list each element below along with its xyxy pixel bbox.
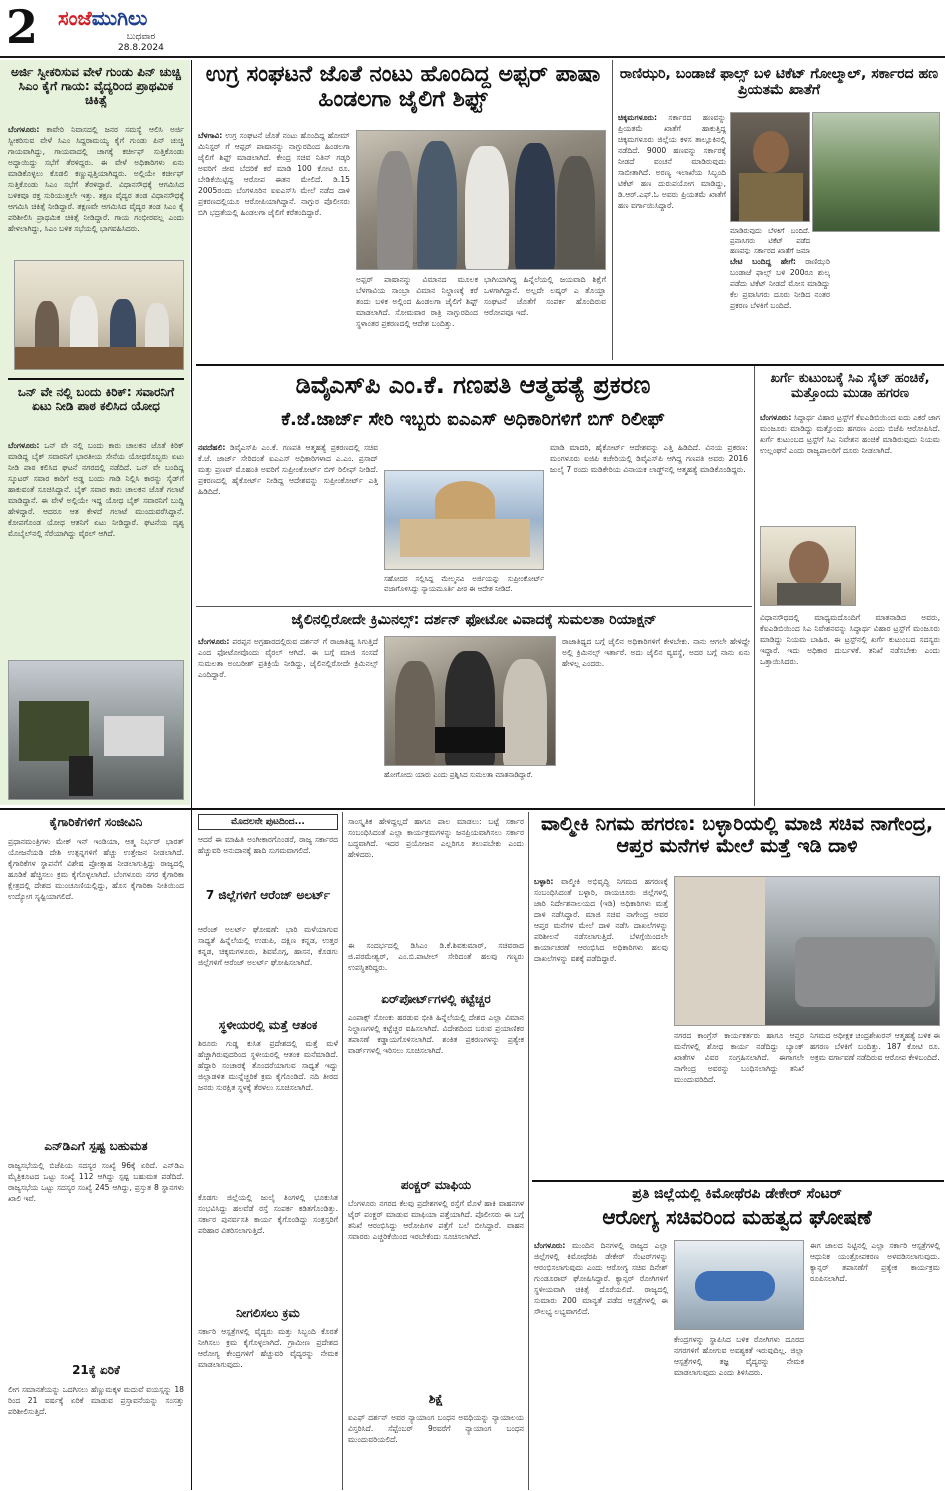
dateline <box>118 32 164 54</box>
raid-house-photo <box>674 876 940 1026</box>
face-shape <box>753 131 789 173</box>
valmiki-body <box>534 876 668 1176</box>
chemo-treatment-photo <box>674 1240 804 1330</box>
puncture-mafia-headline: ಪಂಕ್ಚರ್ ಮಾಫಿಯ <box>400 1178 472 1192</box>
column-divider <box>528 812 529 1490</box>
chemo-lead: ಬೆಂಗಳೂರು: <box>534 1241 566 1250</box>
soldier-headline: ಒನ್ ವೇ ನಲ್ಲಿ ಬಂದು ಕಿರಿಕ್: ಸವಾರನಿಗೆ ಏಟು ನೀಡಿ ಪಾಠ ಕಲಿಸಿದ ಯೋಧ <box>17 385 175 413</box>
section-divider <box>196 606 752 607</box>
darshan-caption: ಹೋಗೋದು ಯಾರು ಎಂದು ಪ್ರಶ್ನಿಸಿದ ಸುಮಲತಾ ಮಾತನಾಡಿದ್ದಾರೆ. <box>384 771 533 779</box>
shortage-headline: ನೀಗಲಿಸಲು ಕ್ರಮ <box>236 1306 300 1320</box>
afsar-col2: ಅಫ್ಸರ್ ಪಾಷಾನನ್ನು ವಿಮಾನದ ಮೂಲಕ ಬೆಳಗಾವಿಯ ಸಾಂಬ್ರಾ ವಿಮಾನ ನಿಲ್ದಾಣಕ್ಕೆ ಕರೆ ತಂದು ಬಳಿಕ ಅಲ್ಲಿಂದ ಹಿಂಡಲಗಾ ಜೈಲಿಗೆ ಶಿಫ್ಟ್ ಮಾಡಲಾಗಿದೆ. ಸೋಮವಾರ ರಾತ್ರಿ ನಾಗ್ಪುರದಿಂದ ಸ್ಥಳಾಂತರ ಪ್ರಕರಣದಲ್ಲಿ ಆದೇಶ ಬಂದಿತ್ತು. <box>356 275 478 328</box>
continued-body: ಆದರೆ ಈ ಮಾಹಿತಿ ಅಂಗೀಕಾರಗೊಂಡರೆ, ರಾಜ್ಯ ಸರ್ಕಾರದ ಹೆಚ್ಚುವರಿ ಅನುದಾನಕ್ಕೆ ಹಾದಿ ಸುಗಮವಾಗಲಿದೆ. <box>198 835 338 855</box>
day-label: ಬುಧವಾರ <box>126 32 156 42</box>
paper-name-part2: ಮುಗಿಲು <box>91 6 148 30</box>
orange-alert-headline: 7 ಜಿಲ್ಲೆಗಳಿಗೆ ಆರೆಂಜ್ ಅಲರ್ಟ್ <box>205 888 331 902</box>
chemo-body2: ಕೇಂದ್ರಗಳನ್ನು ಸ್ಥಾಪಿಸಿದ ಬಳಿಕ ರೋಗಿಗಳು ದೂರದ ನಗರಗಳಿಗೆ ಹೋಗುವ ಅವಶ್ಯಕತೆ ಇರುವುದಿಲ್ಲ. ಜಿಲ್ಲಾ ಆಸ್ಪತ್ರೆಗಳಲ್ಲಿ ತಜ್ಞ ವೈದ್ಯರನ್ನು ನೇಮಕ ಮಾಡಲಾಗುವುದು ಎಂದು ತಿಳಿಸಿದರು. <box>674 1335 804 1377</box>
soldier-text: ಒನ್ ವೇ ನಲ್ಲಿ ಬಂದು ಕಾರು ಚಾಲಕನ ಜೊತೆ ಕಿರಿಕ್ ಮಾಡಿದ್ದ ಬೈಕ್ ಸವಾರನಿಗೆ ಭಾರತೀಯ ಸೇನೆಯ ಯೋಧರೊಬ್ಬರು ಏಟು ನೀಡಿ ಪಾಠ ಕಲಿಸಿದ ಘಟನೆ ನಗರದಲ್ಲಿ ನಡೆದಿದೆ. ಒನ್ ವೇ ಬಂದಿದ್ದ ಸ್ಕೂಟರ್ ಸವಾರ ಕಾರಿಗೆ ಅಡ್ಡ ಬಂದು ಗಾಡಿ ನಿಲ್ಲಿಸಿ ಕಾರನ್ನು ಸೈಡ್‌ಗೆ ಹಾಕುವಂತೆ ಸೂಚಿಸಿದ್ದಾನೆ. ಬೈಕ್ ಸವಾರ ಕಾರು ಚಾಲಕನ ಜೊತೆ ಗಲಾಟೆ ಮಾಡಿದ್ದಾನೆ. ಈ ವೇಳೆ ಅಲ್ಲಿಯೇ ಇದ್ದ ಯೋಧ ಬೈಕ್ ಸವಾರನಿಗೆ ಬುದ್ದಿ ಹೇಳಿದ್ದಾರೆ. ಆದರೂ ಆತ ಕೇಳದೆ ಗಲಾಟೆ ಮುಂದುವರೆಸಿದ್ದಾನೆ. ಕೋಪಗೊಂಡ ಯೋಧ ಆತನಿಗೆ ಏಟು ನೀಡಿದ್ದಾರೆ. ಘಟನೆಯ ದೃಶ್ಯ ಮೊಬೈಲ್‌ನಲ್ಲಿ ಸೆರೆಯಾಗಿದ್ದು ವೈರಲ್ ಆಗಿದೆ. <box>8 441 184 538</box>
dignitaries-body: ಈ ಸಂದರ್ಭದಲ್ಲಿ ಡಿಸಿಎಂ ಡಿ.ಕೆ.ಶಿವಕುಮಾರ್, ಸಚಿವರಾದ ಜಿ.ಪರಮೇಶ್ವರ್, ಎಂ.ಬಿ.ಪಾಟೀಲ್ ಸೇರಿದಂತೆ ಹಲವು ಗಣ್ಯರು ಉಪಸ್ಥಿತರಿದ್ದರು. <box>348 941 524 972</box>
date-label: 28.8.2024 <box>118 43 164 53</box>
darshan-lead: ಬೆಂಗಳೂರು: <box>198 637 230 646</box>
locals-worry-headline: ಸ್ಥಳೀಯರಲ್ಲಿ ಮತ್ತೆ ಆತಂಕ <box>218 1018 318 1032</box>
ganapathi-text: ಡಿವೈಎಸ್‌ಪಿ ಎಂ.ಕೆ. ಗಣಪತಿ ಆತ್ಮಹತ್ಯೆ ಪ್ರಕರಣದಲ್ಲಿ ಸಚಿವ ಕೆ.ಜೆ. ಜಾರ್ಜ್ ಸೇರಿದಂತೆ ಐಎಎಸ್ ಅಧಿಕಾರಿಗಳಾದ ಎ.ಎಂ. ಪ್ರಸಾದ್ ಮತ್ತು ಪ್ರಣವ್ ಮೊಹಂತಿ ಅವರಿಗೆ ಸುಪ್ರೀಂಕೋರ್ಟ್ ಬಿಗ್ ರಿಲೀಫ್ ನೀಡಿದೆ. ಪ್ರಕರಣದಲ್ಲಿ ಹೈಕೋರ್ಟ್ ನೀಡಿದ್ದ ಆದೇಶವನ್ನು ಸುಪ್ರೀಂಕೋರ್ಟ್ ಎತ್ತಿ ಹಿಡಿದಿದೆ. <box>198 443 378 496</box>
dome-shape <box>435 481 495 521</box>
section-divider <box>196 364 944 366</box>
landslide-body: ಕೊಡಗು ಜಿಲ್ಲೆಯಲ್ಲಿ ಜುಲೈ ತಿಂಗಳಲ್ಲಿ ಭೂಕುಸಿತ ಸಂಭವಿಸಿದ್ದು ಹಲವೆಡೆ ರಸ್ತೆ ಸಂಪರ್ಕ ಕಡಿತಗೊಂಡಿತ್ತು. ಸರ್ಕಾರ ಪುನರ್ವಸತಿ ಕಾರ್ಯ ಕೈಗೊಂಡಿದ್ದು ಸಂತ್ರಸ್ತರಿಗೆ ಪರಿಹಾರ ವಿತರಿಸಲಾಗುತ್ತಿದೆ. <box>198 1193 338 1235</box>
waterfall-landscape-photo <box>812 112 940 232</box>
section-divider <box>8 378 184 380</box>
afsar-escort-photo <box>356 130 606 270</box>
ranijhari-sub-lead: ಬೇಟಿ ಬಂದಿದ್ದ ಹೇಗೆ: <box>730 257 796 266</box>
orange-alert-body: ಆರೆಂಜ್ ಅಲರ್ಟ್ ಘೋಷಣೆ: ಭಾರಿ ಮಳೆಯಾಗುವ ಸಾಧ್ಯತೆ ಹಿನ್ನೆಲೆಯಲ್ಲಿ ಉಡುಪಿ, ದಕ್ಷಿಣ ಕನ್ನಡ, ಉತ್ತರ ಕನ್ನಡ, ಚಿಕ್ಕಮಗಳೂರು, ಶಿವಮೊಗ್ಗ, ಹಾಸನ, ಕೊಡಗು ಜಿಲ್ಲೆಗಳಿಗೆ ಆರೆಂಜ್ ಅಲರ್ಟ್ ಘೋಷಿಸಲಾಗಿದೆ. <box>198 925 338 967</box>
house-wall <box>675 877 765 1026</box>
darshan-body <box>198 636 378 804</box>
kharge-headline: ಖರ್ಗೆ ಕುಟುಂಬಕ್ಕೆ ಸಿಎ ಸೈಟ್ ಹಂಚಿಕೆ, ಮತ್ತೊಂದು ಮುಡಾ ಹಗರಣ <box>770 371 930 401</box>
afsar-headline: ಉಗ್ರ ಸಂಘಟನೆ ಜೊತೆ ನಂಟು ಹೊಂದಿದ್ದ ಅಫ್ಸರ್ ಪಾಷಾ ಹಿಂಡಲಗಾ ಜೈಲಿಗೆ ಶಿಫ್ಟ್ <box>205 62 601 113</box>
shortage-body: ಸರ್ಕಾರಿ ಆಸ್ಪತ್ರೆಗಳಲ್ಲಿ ವೈದ್ಯರು ಮತ್ತು ಸಿಬ್ಬಂದಿ ಕೊರತೆ ನೀಗಿಸಲು ಕ್ರಮ ಕೈಗೊಳ್ಳಲಾಗಿದೆ. ಗ್ರಾಮೀಣ ಪ್ರದೇಶದ ಆರೋಗ್ಯ ಕೇಂದ್ರಗಳಿಗೆ ಹೆಚ್ಚುವರಿ ವೈದ್ಯರನ್ನು ನೇಮಕ ಮಾಡಲಾಗುವುದು. <box>198 1327 338 1369</box>
age-body: ಲೀಗ ಸಮಾನತೆಯನ್ನು ಒದಗಿಸಲು ಹೆಣ್ಣುಮಕ್ಕಳ ಮದುವೆ ವಯಸ್ಸನ್ನು 18 ರಿಂದ 21 ವರ್ಷಕ್ಕೆ ಏರಿಕೆ ಮಾಡುವ ಪ್ರಸ್ತಾವನೆಯನ್ನು ಸಂಸತ್ತು ಪರಿಶೀಲಿಸುತ್ತಿದೆ. <box>8 1385 184 1416</box>
supreme-court-photo <box>384 470 544 570</box>
airport-alert-body: ಎಂಪಾಕ್ಸ್ ಸೋಂಕು ಹರಡುವ ಭೀತಿ ಹಿನ್ನೆಲೆಯಲ್ಲಿ ದೇಶದ ಎಲ್ಲಾ ವಿಮಾನ ನಿಲ್ದಾಣಗಳಲ್ಲಿ ಕಟ್ಟೆಚ್ಚರ ವಹಿಸಲಾಗಿದೆ. ವಿದೇಶದಿಂದ ಬರುವ ಪ್ರಯಾಣಿಕರ ತಪಾಸಣೆ ಕಡ್ಡಾಯಗೊಳಿಸಲಾಗಿದೆ. ಶಂಕಿತ ಪ್ರಕರಣಗಳನ್ನು ಪ್ರತ್ಯೇಕ ವಾರ್ಡ್‌ಗಳಲ್ಲಿ ಇರಿಸಲು ಸೂಚಿಸಲಾಗಿದೆ. <box>348 1013 524 1055</box>
punishment-body: ಐಎಫ್ ದರ್ಶನ್ ಅವರ ನ್ಯಾಯಾಂಗ ಬಂಧನ ಅವಧಿಯನ್ನು ನ್ಯಾಯಾಲಯ ವಿಸ್ತರಿಸಿದೆ. ಸೆಪ್ಟೆಂಬರ್ 9ರವರೆಗೆ ನ್ಯಾಯಾಂಗ ಬಂಧನ ಮುಂದುವರಿಯಲಿದೆ. <box>348 1413 524 1444</box>
cm-injury-lead: ಬೆಂಗಳೂರು: <box>8 125 40 134</box>
kharge-body <box>760 412 940 522</box>
officer-portrait <box>730 112 810 222</box>
person-figure <box>503 659 547 766</box>
ranijhari-body <box>618 112 726 327</box>
person-figure <box>515 143 555 270</box>
ganapathi-subheadline: ಕೆ.ಜೆ.ಜಾರ್ಜ್ ಸೇರಿ ಇಬ್ಬರು ಐಎಎಸ್ ಅಧಿಕಾರಿಗಳಿಗೆ ಬಿಗ್ ರಿಲೀಫ್ <box>281 409 665 430</box>
soldier-body <box>8 440 184 650</box>
nda-body: ರಾಜ್ಯಸಭೆಯಲ್ಲಿ ಬಿಜೆಪಿಯ ಸದಸ್ಯರ ಸಂಖ್ಯೆ 96ಕ್ಕೆ ಏರಿದೆ. ಎನ್‌ಡಿಎ ಮೈತ್ರಿಕೂಟದ ಒಟ್ಟು ಸಂಖ್ಯೆ 112 ಆಗಿದ್ದು ಸ್ಪಷ್ಟ ಬಹುಮತ ಪಡೆದಿದೆ. ರಾಜ್ಯಸಭೆಯ ಒಟ್ಟು ಸದಸ್ಯರ ಸಂಖ್ಯೆ 245 ಆಗಿದ್ದು, ಪ್ರಸ್ತುತ 8 ಸ್ಥಾನಗಳು ಖಾಲಿ ಇವೆ. <box>8 1161 184 1203</box>
car-shape <box>104 716 164 756</box>
paper-name-part1: ಸಂಜೆ <box>58 6 92 30</box>
cm-injury-body <box>8 124 184 256</box>
column-divider <box>612 60 613 360</box>
kharge-text: ಸಿದ್ಧಾರ್ಥ ವಿಹಾರ ಟ್ರಸ್ಟ್‌ಗೆ ಕೆಐಎಡಿಬಿಯಿಂದ ಐದು ಎಕರೆ ಜಾಗ ಮಂಜೂರು ಮಾಡಿದ್ದು ಮತ್ತೊಂದು ಹಗರಣ ಎಂದು ಬಿಜೆಪಿ ಆರೋಪಿಸಿದೆ. ಖರ್ಗೆ ಕುಟುಂಬದ ಟ್ರಸ್ಟ್‌ಗೆ ಸಿಎ ನಿವೇಶನ ಹಂಚಿಕೆ ಮಾಡಿರುವುದು ನಿಯಮ ಉಲ್ಲಂಘನೆ ಎಂದು ರಾಜ್ಯಪಾಲರಿಗೆ ದೂರು ನೀಡಲಾಗಿದೆ. <box>760 413 940 455</box>
afsar-body <box>198 130 350 360</box>
valmiki-lead: ಬಳ್ಳಾರಿ: <box>534 877 554 886</box>
ganapathi-body <box>198 442 378 602</box>
ganapathi-lead: ನವದೆಹಲಿ: <box>198 443 226 452</box>
locals-worry-body: ಶಿರೂರು ಗುಡ್ಡ ಕುಸಿತ ಪ್ರದೇಶದಲ್ಲಿ ಮತ್ತೆ ಮಳೆ ಹೆಚ್ಚಾಗಿರುವುದರಿಂದ ಸ್ಥಳೀಯರಲ್ಲಿ ಆತಂಕ ಮನೆಮಾಡಿದೆ. ಹೆದ್ದಾರಿ ಸಂಚಾರಕ್ಕೆ ತೊಂದರೆಯಾಗುವ ಸಾಧ್ಯತೆ ಇದ್ದು ಜಿಲ್ಲಾಡಳಿತ ಮುನ್ನೆಚ್ಚರಿಕೆ ಕ್ರಮ ಕೈಗೊಂಡಿದೆ. ನದಿ ತೀರದ ಜನರು ಸುರಕ್ಷಿತ ಸ್ಥಳಕ್ಕೆ ತೆರಳಲು ಸೂಚಿಸಲಾಗಿದೆ. <box>198 1039 338 1092</box>
ganapathi-col3: ಮಾಡಿ ಮಾದರಿ, ಹೈಕೋರ್ಟ್ ಆದೇಶವನ್ನು ಎತ್ತಿ ಹಿಡಿದಿದೆ. ವಿನಯ ಪ್ರಕರಣ: ಮಂಗಳೂರು ಐಜಿಪಿ ಕಚೇರಿಯಲ್ಲಿ ಡಿವೈಎಸ್‌ಪಿ ಆಗಿದ್ದ ಗಣಪತಿ ಅವರು 2016 ಜುಲೈ 7 ರಂದು ಮಡಿಕೇರಿಯ ವಿನಾಯಕ ಲಾಡ್ಜ್‌ನಲ್ಲಿ ಆತ್ಮಹತ್ಯೆ ಮಾಡಿಕೊಂಡಿದ್ದರು. <box>550 443 748 474</box>
person-figure <box>417 141 457 270</box>
person-figure <box>377 151 413 270</box>
section-divider <box>0 808 945 810</box>
person-figure <box>465 146 509 270</box>
car-shape <box>795 937 935 1007</box>
person-figure <box>557 156 595 270</box>
microphones-shape <box>435 727 505 753</box>
section-divider <box>532 1180 944 1182</box>
puncture-mafia-body: ಬೆಂಗಳೂರು ನಗರದ ಕೆಲವು ಪ್ರದೇಶಗಳಲ್ಲಿ ರಸ್ತೆಗೆ ಮೊಳೆ ಹಾಕಿ ವಾಹನಗಳ ಟೈರ್ ಪಂಕ್ಚರ್ ಮಾಡುವ ಮಾಫಿಯಾ ಪತ್ತೆಯಾಗಿದೆ. ಪೊಲೀಸರು ಈ ಬಗ್ಗೆ ತನಿಖೆ ಆರಂಭಿಸಿದ್ದು ಆರೋಪಿಗಳ ಪತ್ತೆಗೆ ಬಲೆ ಬೀಸಿದ್ದಾರೆ. ವಾಹನ ಸವಾರರು ಎಚ್ಚರಿಕೆಯಿಂದ ಇರಬೇಕೆಂದು ಸೂಚಿಸಲಾಗಿದೆ. <box>348 1199 524 1241</box>
valmiki-body3: ನಿಗಮದ ಅಧೀಕ್ಷಕ ಚಂದ್ರಶೇಖರನ್ ಆತ್ಮಹತ್ಯೆ ಬಳಿಕ ಈ ಹಗರಣ ಬೆಳಕಿಗೆ ಬಂದಿತ್ತು. 187 ಕೋಟಿ ರೂ. ಅಕ್ರಮ ವರ್ಗಾವಣೆ ನಡೆದಿರುವ ಆರೋಪ ಕೇಳಿಬಂದಿದೆ. <box>810 1031 940 1062</box>
page-number: 2 <box>6 0 39 54</box>
valmiki-headline: ವಾಲ್ಮೀಕಿ ನಿಗಮ ಹಗರಣ: ಬಳ್ಳಾರಿಯಲ್ಲಿ ಮಾಜಿ ಸಚಿವ ನಾಗೇಂದ್ರ, ಆಪ್ತರ ಮನೆಗಳ ಮೇಲೆ ಮತ್ತೆ ಇಡಿ ದಾಳಿ <box>540 813 934 857</box>
face-shape <box>789 541 829 587</box>
industry-body: ಪ್ರಧಾನಮಂತ್ರಿಗಳು ಮೇಕ್ ಇನ್ ಇಂಡಿಯಾ, ಆತ್ಮ ನಿರ್ಭರ್ ಭಾರತ್ ಯೋಜನೆಯಡಿ ದೇಶಿ ಉತ್ಪನ್ನಗಳಿಗೆ ಹೆಚ್ಚು ಉತ್ತೇಜನ ನೀಡಲಾಗಿದೆ. ಕೈಗಾರಿಕೆಗಳ ಸ್ಥಾಪನೆಗೆ ವಿಶೇಷ ಪ್ರೋತ್ಸಾಹ ನೀಡಲಾಗುತ್ತಿದ್ದು ರಾಜ್ಯದಲ್ಲಿ ಹೂಡಿಕೆ ಹೆಚ್ಚಿಸಲು ಕ್ರಮ ಕೈಗೊಳ್ಳಲಾಗಿದೆ. ಬೆಂಗಳೂರು ನಗರ ಕೈಗಾರಿಕಾ ಕ್ಷೇತ್ರದಲ್ಲಿ ದೇಶದ ಮುಂಚೂಣಿಯಲ್ಲಿದ್ದು, ಹೊಸ ಕೈಗಾರಿಕಾ ನೀತಿಯಿಂದ ಉದ್ಯೋಗ ಸೃಷ್ಟಿಯಾಗಲಿದೆ. <box>8 837 184 901</box>
column-divider <box>342 812 343 1490</box>
cm-meeting-photo <box>14 260 184 370</box>
airport-alert-headline: ಏರ್‌ಪೋರ್ಟ್‌ಗಳಲ್ಲಿ ಕಟ್ಟೆಚ್ಚರ <box>381 992 491 1006</box>
shirt-shape <box>777 583 841 606</box>
politician-portrait <box>760 526 856 606</box>
building-shape <box>400 519 530 557</box>
soldier-lead: ಬೆಂಗಳೂರು: <box>8 441 40 450</box>
person-figure <box>395 661 435 766</box>
cm-injury-headline: ಅರ್ಜಿ ಸ್ವೀಕರಿಸುವ ವೇಳೆ ಗುಂಡು ಪಿನ್ ಚುಚ್ಚಿ ಸಿಎಂ ಕೈಗೆ ಗಾಯ: ವೈದ್ಯರಿಂದ ಪ್ರಾಥಮಿಕ ಚಿಕಿತ್ಸೆ <box>11 65 181 107</box>
paper-logo <box>58 6 147 30</box>
chemo-subheadline: ಆರೋಗ್ಯ ಸಚಿವರಿಂದ ಮಹತ್ವದ ಘೋಷಣೆ <box>602 1205 872 1229</box>
continued-label: ಮೊದಲನೇ ಪುಟದಿಂದ... <box>198 814 338 830</box>
afsar-text: ಉಗ್ರ ಸಂಘಟನೆ ಜೊತೆ ನಂಟು ಹೊಂದಿದ್ದ ಹೋಮ್ ಮಿನಿಸ್ಟರ್ ಗೆ ಆಫ್ಸರ್ ಪಾಷಾನನ್ನು ನಾಗ್ಪುರದಿಂದ ಹಿಂಡಲಗಾ ಜೈಲಿಗೆ ಶಿಫ್ಟ್ ಮಾಡಲಾಗಿದೆ. ಕೇಂದ್ರ ಸಚಿವ ನಿತಿನ್ ಗಡ್ಕರಿ ಅವರಿಗೆ ಜೀವ ಬೆದರಿಕೆ ಕರೆ ಮಾಡಿ 100 ಕೋಟಿ ರೂ. ಬೇಡಿಕೆಯಿಟ್ಟಿದ್ದ ಆರೋಪ ಈತನ ಮೇಲಿದೆ. ಡಿ.15 2005ರಂದು ಬೆಂಗಳೂರಿನ ಐಐಎಸ್‌ಸಿ ಮೇಲೆ ನಡೆದ ದಾಳಿ ಪ್ರಕರಣದಲ್ಲಿಯೂ ಆರೋಪಿಯಾಗಿದ್ದಾನೆ. ನಾಗ್ಪುರ ಪೊಲೀಸರು ಬಿಗಿ ಭದ್ರತೆಯಲ್ಲಿ ಹಿಂಡಲಗಾ ಜೈಲಿಗೆ ಕರೆತಂದಿದ್ದಾರೆ. <box>198 131 350 217</box>
road-video-still <box>8 660 184 800</box>
uniform-shape <box>739 173 803 222</box>
darshan-col3: ರಾಜಾತಿಥ್ಯದ ಬಗ್ಗೆ ಜೈಲಿನ ಅಧಿಕಾರಿಗಳಿಗೆ ಕೇಳಬೇಕು. ನಾನು ಆಗಲೇ ಹೇಳಿದ್ದೇ ಅಲ್ಲಿ ಕ್ರಿಮಿನಲ್ಸ್ ಇರ್ತಾರೆ. ಅದು ಜೈಲಿನ ವ್ಯವಸ್ಥೆ, ಅದರ ಬಗ್ಗೆ ನಾನು ಏನು ಹೇಳಲ್ಲ ಎಂದರು. <box>562 637 750 668</box>
nda-headline: ಎನ್‌ಡಿಎಗೆ ಸ್ಪಷ್ಟ ಬಹುಮತ <box>44 1139 148 1153</box>
age-headline: 21ಕ್ಕೆ ಏರಿಕೆ <box>72 1363 120 1377</box>
chemo-text: ಮುಂದಿನ ದಿನಗಳಲ್ಲಿ ರಾಜ್ಯದ ಎಲ್ಲಾ ಜಿಲ್ಲೆಗಳಲ್ಲಿ ಕಿಮೋಥೆರಪಿ ಡೇಕೇರ್ ಸೆಂಟರ್‌ಗಳನ್ನು ಆರಂಭಿಸಲಾಗುವುದು ಎಂದು ಆರೋಗ್ಯ ಸಚಿವ ದಿನೇಶ್ ಗುಂಡೂರಾವ್ ಘೋಷಿಸಿದ್ದಾರೆ. ಕ್ಯಾನ್ಸರ್ ರೋಗಿಗಳಿಗೆ ಸ್ಥಳೀಯವಾಗಿ ಚಿಕಿತ್ಸೆ ದೊರೆಯಲಿದೆ. ರಾಜ್ಯದಲ್ಲಿ ಸುಮಾರು 200 ಮಾನ್ಯತೆ ಪಡೆದ ಆಸ್ಪತ್ರೆಗಳಲ್ಲಿ ಈ ಸೌಲಭ್ಯ ಲಭ್ಯವಾಗಲಿದೆ. <box>534 1241 668 1316</box>
column-divider <box>191 60 192 1490</box>
masthead <box>0 0 945 58</box>
ranijhari-lead: ಚಿಕ್ಕಮಗಳೂರು: <box>618 113 658 122</box>
punishment-headline: ಶಿಕ್ಷೆ <box>428 1392 444 1406</box>
ranijhari-headline: ರಾಣಿಝರಿ, ಬಂಡಾಜೆ ಫಾಲ್ಸ್ ಬಳಿ ಟಿಕೆಟ್ ಗೋಲ್ಮಾಲ್, ಸರ್ಕಾರದ ಹಣ ಪ್ರಿಯತಮೆ ಖಾತೆಗೆ <box>619 66 939 99</box>
chemo-body <box>534 1240 668 1486</box>
truck-shape <box>19 701 89 761</box>
ranijhari-sub-text: ರಾಣಿಝರಿ ಬಂಡಾಜೆ ಫಾಲ್ಸ್ ಬಳಿ 200ರೂ ಶುಲ್ಕ ಪಡೆದು ಟಿಕೆಟ್ ನೀಡದೆ ಮೋಸ ಮಾಡಿದ್ದು ಕೆಲ ಪ್ರವಾಸಿಗರು ದೂರು ನೀಡಿದ ನಂತರ ಪ್ರಕರಣ ಬೆಳಕಿಗೆ ಬಂದಿದೆ. <box>730 257 830 310</box>
chemo-body3: ಈಗ ಜಾಲದ ನಿಟ್ಟಿನಲ್ಲಿ ಎಲ್ಲಾ ಸರ್ಕಾರಿ ಆಸ್ಪತ್ರೆಗಳಲ್ಲಿ ಆಧುನಿಕ ಯಂತ್ರೋಪಕರಣ ಅಳವಡಿಸಲಾಗುವುದು. ಕ್ಯಾನ್ಸರ್ ತಪಾಸಣೆಗೆ ಪ್ರತ್ಯೇಕ ಕಾರ್ಯಕ್ರಮ ರೂಪಿಸಲಾಗಿದೆ. <box>810 1241 940 1283</box>
chemo-headline: ಪ್ರತಿ ಜಿಲ್ಲೆಯಲ್ಲಿ ಕಿಮೋಥೆರಪಿ ಡೇಕೇರ್ ಸೆಂಟರ್ <box>632 1186 842 1202</box>
scooter-shape <box>69 756 93 796</box>
sumalatha-press-photo <box>384 636 556 766</box>
afsar-col3: ಭಾಗಿಯಾಗಿದ್ದ ಹಿನ್ನೆಲೆಯಲ್ಲಿ ಜಯವಾದಿ ಶಿಕ್ಷೆಗೆ ಒಳಗಾಗಿದ್ದಾನೆ. ಅಲ್ಲದೇ ಲಷ್ಕರ್ ಎ ತೊಯ್ಬಾ ಸಂಘಟನೆ ಜೊತೆಗೆ ಸಂಪರ್ಕ ಹೊಂದಿರುವ ಆರೋಪವೂ ಇದೆ. <box>484 275 606 317</box>
meeting-table <box>15 347 184 370</box>
industry-headline: ಕೈಗಾರಿಕೆಗಳಿಗೆ ಸಂಜೀವಿನಿ <box>49 815 143 829</box>
valmiki-body2: ನಗರದ ಕಾಂಗ್ರೆಸ್ ಕಾರ್ಯಕರ್ತರು ಹಾಗೂ ಆಪ್ತರ ಮನೆಗಳಲ್ಲಿ ಶೋಧ ಕಾರ್ಯ ನಡೆದಿದ್ದು ಬ್ಯಾಂಕ್ ಖಾತೆಗಳ ವಿವರ ಸಂಗ್ರಹಿಸಲಾಗಿದೆ. ಈಗಾಗಲೇ ನಾಗೇಂದ್ರ ಅವರನ್ನು ಬಂಧಿಸಲಾಗಿದ್ದು ತನಿಖೆ ಮುಂದುವರಿದಿದೆ. <box>674 1031 804 1084</box>
valmiki-text: ವಾಲ್ಮೀಕಿ ಅಭಿವೃದ್ಧಿ ನಿಗಮದ ಹಗರಣಕ್ಕೆ ಸಂಬಂಧಿಸಿದಂತೆ ಬಳ್ಳಾರಿ, ರಾಯಚೂರು ಜಿಲ್ಲೆಗಳಲ್ಲಿ ಜಾರಿ ನಿರ್ದೇಶನಾಲಯದ (ಇಡಿ) ಅಧಿಕಾರಿಗಳು ಮತ್ತೆ ದಾಳಿ ನಡೆಸಿದ್ದಾರೆ. ಮಾಜಿ ಸಚಿವ ನಾಗೇಂದ್ರ ಅವರ ಆಪ್ತರ ಮನೆಗಳ ಮೇಲೆ ದಾಳಿ ನಡೆಸಿ ದಾಖಲೆಗಳನ್ನು ಪರಿಶೀಲನೆ ನಡೆಸಲಾಗುತ್ತಿದೆ. ಬೆಳಗ್ಗೆಯಿಂದಲೇ ಕಾರ್ಯಾಚರಣೆ ಆರಂಭಿಸಿದ ಅಧಿಕಾರಿಗಳು ಹಲವು ದಾಖಲೆಗಳನ್ನು ವಶಕ್ಕೆ ಪಡೆದಿದ್ದಾರೆ. <box>534 877 668 963</box>
programs-body: ಸಾಂಸ್ಕೃತಿಕ ಹೇಳಿದ್ದಲ್ಲದೆ ಹಾಗೂ ಪಾಲ ಮಾಡಲು: ಬಟ್ಟೆ ಸರ್ಕಾರ ಸಂಬಂಧಿಸಿದಂತೆ ಎಲ್ಲಾ ಕಾರ್ಯಕ್ರಮಗಳನ್ನು ಜನಪ್ರಿಯವಾಗಿಸಲು ಸರ್ಕಾರ ಬದ್ಧವಾಗಿದೆ. ಇದರ ಪ್ರಯೋಜನ ಎಲ್ಲರಿಗೂ ತಲುಪಬೇಕು ಎಂದು ಹೇಳಿದರು. <box>348 817 524 859</box>
afsar-lead: ಬೆಳಗಾವಿ: <box>198 131 223 140</box>
kharge-lead: ಬೆಂಗಳೂರು: <box>760 413 792 422</box>
gloved-hand-shape <box>695 1271 775 1301</box>
ranijhari-sub-body <box>730 256 830 356</box>
kharge-body2: ವಿಧಾನಸೌಧದಲ್ಲಿ ಮಾಧ್ಯಮದೊಂದಿಗೆ ಮಾತನಾಡಿದ ಅವರು, ಕೆಐಎಡಿಬಿಯಿಂದ ಸಿಎ ನಿವೇಶನವನ್ನು ಸಿದ್ಧಾರ್ಥ ವಿಹಾರ ಟ್ರಸ್ಟ್‌ಗೆ ಮಂಜೂರು ಮಾಡಿದ್ದು ನಿಯಮ ಬಾಹಿರ. ಈ ಟ್ರಸ್ಟ್‌ನಲ್ಲಿ ಖರ್ಗೆ ಕುಟುಂಬದ ಸದಸ್ಯರು ಇದ್ದಾರೆ. ಇದು ಅಧಿಕಾರ ದುರ್ಬಳಕೆ. ತನಿಖೆ ನಡೆಸಬೇಕು ಎಂದು ಒತ್ತಾಯಿಸಿದರು. <box>760 613 940 666</box>
ranijhari-text: ಸರ್ಕಾರದ ಹಣವನ್ನು ಪ್ರಿಯತಮೆ ಖಾತೆಗೆ ಹಾಕುತ್ತಿದ್ದ ಚಿಕ್ಕಮಗಳೂರು ಜಿಲ್ಲೆಯ ಕಳಸ ತಾಲ್ಲೂಕಿನಲ್ಲಿ ನಡೆದಿದೆ. 9000 ಹಣವನ್ನು ಸರ್ಕಾರಕ್ಕೆ ನೀಡದೆ ವಂಚನೆ ಮಾಡಿರುವುದು ಸಾಬೀತಾಗಿದೆ. ಅರಣ್ಯ ಇಲಾಖೆಯ ಸಿಬ್ಬಂದಿ ಟಿಕೆಟ್ ಹಣ ದುರುಪಯೋಗ ಮಾಡಿದ್ದು, ಡಿ.ಆರ್.ಎಫ್.ಓ ಅವರು ಪ್ರಿಯತಮೆ ಖಾತೆಗೆ ಹಣ ವರ್ಗಾಯಿಸಿದ್ದಾರೆ. <box>618 113 726 210</box>
ganapathi-photo-caption: ಸಹೋದರ ಸಲ್ಲಿಸಿದ್ದ ಮೇಲ್ಮನವಿ ಅರ್ಜಿಯನ್ನು ಸುಪ್ರೀಂಕೋರ್ಟ್ ವಜಾಗೊಳಿಸಿದ್ದು ನ್ಯಾಯಮೂರ್ತಿ ಪೀಠ ಈ ಆದೇಶ ನೀಡಿದೆ. <box>384 575 544 593</box>
darshan-headline: ಜೈಲಿನಲ್ಲಿರೋದೇ ಕ್ರಿಮಿನಲ್ಸ್: ದರ್ಶನ್ ಫೋಟೋ ವಿವಾದಕ್ಕೆ ಸುಮಲತಾ ರಿಯಾಕ್ಷನ್ <box>291 612 657 628</box>
ranijhari-caption: ಮಾಡಿರುವುದು ಬೆಳಕಿಗೆ ಬಂದಿದೆ. ಪ್ರವಾಸಿಗರು ಟಿಕೆಟ್ ಪಡೆದ ಹಣವನ್ನು ಸರ್ಕಾರದ ಖಾತೆಗೆ ಜಮಾ <box>730 227 810 254</box>
ganapathi-headline: ಡಿವೈಎಸ್‌ಪಿ ಎಂ.ಕೆ. ಗಣಪತಿ ಆತ್ಮಹತ್ಯೆ ಪ್ರಕರಣ <box>295 371 651 399</box>
column-divider <box>754 366 755 806</box>
darshan-text: ಪರಪ್ಪನ ಅಗ್ರಹಾರದಲ್ಲಿರುವ ದರ್ಶನ್ ಗೆ ರಾಜಾತಿಥ್ಯ ಸಿಗುತ್ತಿದೆ ಎಂದ ಫೋಟೋವೊಂದು ವೈರಲ್ ಆಗಿದೆ. ಈ ಬಗ್ಗೆ ಮಾಜಿ ಸಂಸದೆ ಸುಮಲತಾ ಅಂಬರೀಶ್ ಪ್ರತಿಕ್ರಿಯೆ ನೀಡಿದ್ದು, ಜೈಲಿನಲ್ಲಿರೋದೇ ಕ್ರಿಮಿನಲ್ಸ್ ಎಂದಿದ್ದಾರೆ. <box>198 637 378 679</box>
cm-injury-text: ಕಾವೇರಿ ನಿವಾಸದಲ್ಲಿ ಜನರ ಸಮಸ್ಯೆ ಆಲಿಸಿ ಅರ್ಜಿ ಸ್ವೀಕರಿಸುವ ವೇಳೆ ಸಿಎಂ ಸಿದ್ದರಾಮಯ್ಯ ಕೈಗೆ ಗುಂಡು ಪಿನ್ ಚುಚ್ಚಿ ಗಾಯವಾಗಿದ್ದು, ಗಾಯವಾದಲ್ಲಿ ಚಾಗಕ್ಕೆ ಕರ್ಚೀಫ್ ಸುತ್ತಿಕೊಂಡು ಅದ್ದಾಯಿದ್ದು ಸಭೆಗೆ ತೆರಳಿದ್ದರು. ಈ ವೇಳೆ ಅಧಿಕಾರಿಗಳು ಏನು ಮಾಡಿಕೊಳ್ಳಲು ಕೊಡಲಿ ಕಣ್ಣುಪ್ಪತ್ತಿಯಾಗಿದ್ದರು. ಅಲ್ಲಿಯೇ ಕರ್ಚೀಫ್ ಸುತ್ತಿಕೊಂಡು ಸಿಎಂ ಸಭೆಗೆ ತೆರಳಿದ್ದಾರೆ. ವಿಧಾನಸೌಧಕ್ಕೆ ಆಗಮಿಸಿದ ಬಳಿಕವೂ ರಕ್ತ ಸುರಿಯುತ್ತಲೇ ಇತ್ತು. ತಕ್ಷಣ ವೈದ್ಯರ ತಂಡ ವಿಧಾನಸೌಧಕ್ಕೆ ಆಗಮಿಸಿ ಚಿಕಿತ್ಸೆ ನೀಡಿದ್ದಾರೆ. ತಕ್ಷಣವೇ ಆಗಮಿಸಿದ ವೈದ್ಯರ ತಂಡ ಸಿಎಂ ಕೈ ಪರಿಶೀಲಿಸಿ ಪ್ರಾಥಮಿಕ ಚಿಕಿತ್ಸೆ ನೀಡಿದ್ದಾರೆ. ಗಾಯ ಗಂಭೀರವಲ್ಲ ಎಂದು ಹೇಳಲಾಗಿದ್ದು, ಸಿಎಂ ಬಳಿಕ ಸಭೆಯಲ್ಲಿ ಭಾಗವಹಿಸಿದರು. <box>8 125 184 233</box>
